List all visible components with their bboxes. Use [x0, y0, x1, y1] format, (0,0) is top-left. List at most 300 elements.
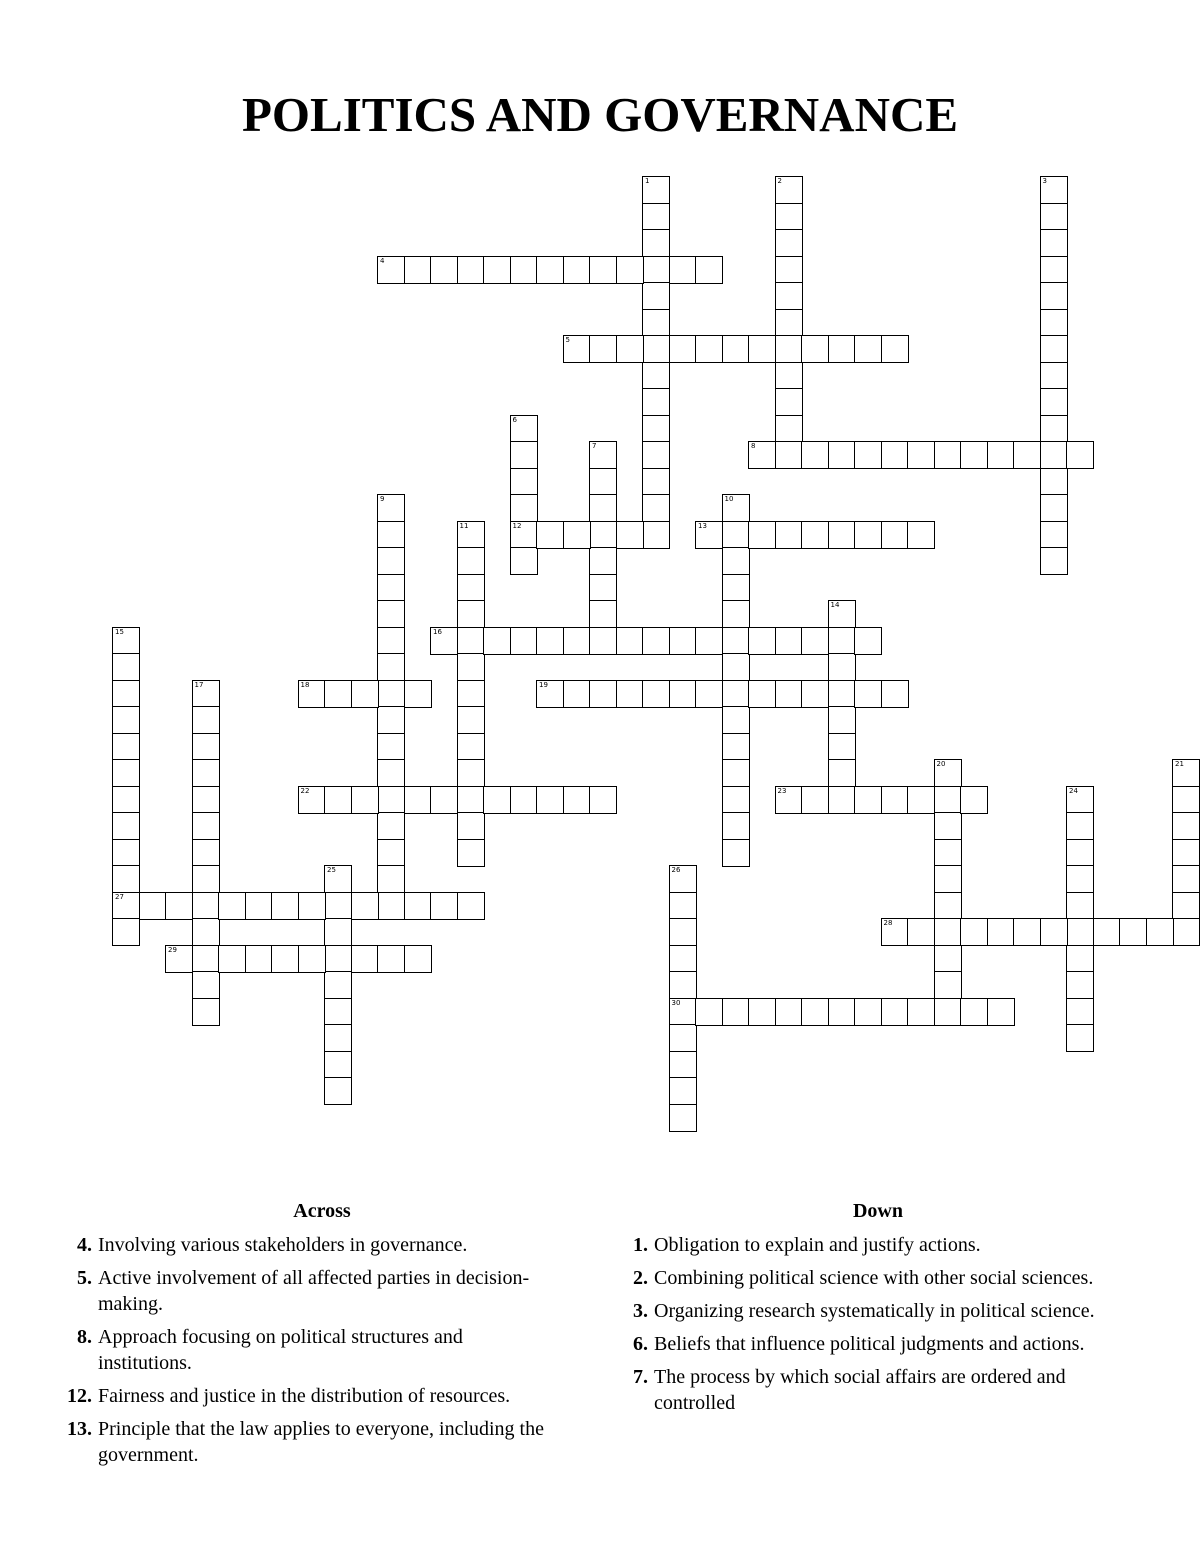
crossword-cell[interactable]: [1172, 918, 1200, 946]
crossword-cell[interactable]: [298, 945, 326, 973]
crossword-cell[interactable]: [1172, 839, 1200, 867]
crossword-cell[interactable]: [457, 256, 485, 284]
crossword-cell[interactable]: [669, 892, 697, 920]
crossword-cell[interactable]: [510, 547, 538, 575]
crossword-cell[interactable]: [536, 521, 564, 549]
crossword-cell[interactable]: [642, 362, 670, 390]
crossword-cell[interactable]: [1146, 918, 1174, 946]
crossword-cell[interactable]: [960, 441, 988, 469]
crossword-cell[interactable]: [722, 547, 750, 575]
crossword-cell[interactable]: [112, 653, 140, 681]
crossword-cell[interactable]: [722, 733, 750, 761]
crossword-cell[interactable]: [377, 680, 405, 708]
crossword-cell[interactable]: [775, 415, 803, 443]
crossword-cell[interactable]: [1172, 786, 1200, 814]
crossword-cell[interactable]: [165, 892, 193, 920]
crossword-cell[interactable]: [324, 998, 352, 1026]
crossword-cell[interactable]: [377, 733, 405, 761]
crossword-cell[interactable]: [775, 229, 803, 257]
crossword-cell[interactable]: [775, 176, 803, 204]
crossword-cell[interactable]: [404, 680, 432, 708]
crossword-cell[interactable]: [1040, 282, 1068, 310]
crossword-cell[interactable]: [563, 786, 591, 814]
crossword-cell[interactable]: [642, 176, 670, 204]
crossword-cell[interactable]: [642, 415, 670, 443]
crossword-cell[interactable]: [642, 229, 670, 257]
crossword-cell[interactable]: [695, 680, 723, 708]
crossword-cell[interactable]: [801, 998, 829, 1026]
crossword-cell[interactable]: [1040, 176, 1068, 204]
crossword-cell[interactable]: [324, 1077, 352, 1105]
crossword-cell[interactable]: [775, 203, 803, 231]
crossword-cell[interactable]: [377, 574, 405, 602]
crossword-cell[interactable]: [828, 706, 856, 734]
crossword-cell[interactable]: [828, 600, 856, 628]
crossword-cell[interactable]: [112, 706, 140, 734]
crossword-cell[interactable]: [722, 812, 750, 840]
crossword-cell[interactable]: [351, 945, 379, 973]
crossword-cell[interactable]: [881, 441, 909, 469]
crossword-cell[interactable]: [828, 441, 856, 469]
crossword-cell[interactable]: [669, 680, 697, 708]
crossword-cell[interactable]: [563, 521, 591, 549]
crossword-cell[interactable]: [192, 998, 220, 1026]
crossword-cell[interactable]: [510, 786, 538, 814]
crossword-cell[interactable]: [112, 627, 140, 655]
crossword-cell[interactable]: [563, 627, 591, 655]
crossword-cell[interactable]: [695, 521, 723, 549]
crossword-cell[interactable]: [377, 521, 405, 549]
crossword-cell[interactable]: [934, 971, 962, 999]
crossword-cell[interactable]: [642, 627, 670, 655]
crossword-cell[interactable]: [748, 441, 776, 469]
crossword-cell[interactable]: [430, 892, 458, 920]
crossword-cell[interactable]: [722, 706, 750, 734]
crossword-cell[interactable]: [854, 786, 882, 814]
crossword-cell[interactable]: [245, 892, 273, 920]
crossword-cell[interactable]: [351, 786, 379, 814]
crossword-cell[interactable]: [192, 918, 220, 946]
crossword-cell[interactable]: [642, 335, 670, 363]
crossword-cell[interactable]: [192, 865, 220, 893]
crossword-cell[interactable]: [377, 494, 405, 522]
crossword-cell[interactable]: [1119, 918, 1147, 946]
crossword-cell[interactable]: [377, 945, 405, 973]
crossword-cell[interactable]: [589, 521, 617, 549]
crossword-cell[interactable]: [722, 839, 750, 867]
crossword-cell[interactable]: [642, 388, 670, 416]
crossword-cell[interactable]: [881, 918, 909, 946]
crossword-cell[interactable]: [192, 839, 220, 867]
crossword-cell[interactable]: [1066, 892, 1094, 920]
crossword-cell[interactable]: [112, 786, 140, 814]
crossword-cell[interactable]: [457, 812, 485, 840]
crossword-cell[interactable]: [987, 998, 1015, 1026]
crossword-cell[interactable]: [695, 998, 723, 1026]
crossword-cell[interactable]: [669, 998, 697, 1026]
crossword-cell[interactable]: [748, 627, 776, 655]
crossword-cell[interactable]: [934, 945, 962, 973]
crossword-cell[interactable]: [165, 945, 193, 973]
crossword-cell[interactable]: [722, 680, 750, 708]
crossword-cell[interactable]: [536, 786, 564, 814]
crossword-cell[interactable]: [775, 335, 803, 363]
crossword-cell[interactable]: [642, 680, 670, 708]
crossword-cell[interactable]: [1172, 865, 1200, 893]
crossword-cell[interactable]: [324, 1051, 352, 1079]
crossword-cell[interactable]: [457, 786, 485, 814]
crossword-cell[interactable]: [960, 918, 988, 946]
crossword-cell[interactable]: [748, 335, 776, 363]
crossword-cell[interactable]: [775, 388, 803, 416]
crossword-cell[interactable]: [828, 653, 856, 681]
crossword-cell[interactable]: [695, 335, 723, 363]
crossword-cell[interactable]: [722, 759, 750, 787]
crossword-cell[interactable]: [1066, 839, 1094, 867]
crossword-cell[interactable]: [934, 839, 962, 867]
crossword-cell[interactable]: [139, 892, 167, 920]
crossword-cell[interactable]: [218, 892, 246, 920]
crossword-cell[interactable]: [616, 256, 644, 284]
crossword-cell[interactable]: [1066, 945, 1094, 973]
crossword-cell[interactable]: [192, 945, 220, 973]
crossword-cell[interactable]: [377, 600, 405, 628]
crossword-cell[interactable]: [536, 680, 564, 708]
crossword-cell[interactable]: [854, 680, 882, 708]
crossword-cell[interactable]: [934, 441, 962, 469]
crossword-cell[interactable]: [298, 786, 326, 814]
crossword-cell[interactable]: [828, 627, 856, 655]
crossword-cell[interactable]: [881, 335, 909, 363]
crossword-cell[interactable]: [377, 812, 405, 840]
crossword-cell[interactable]: [616, 335, 644, 363]
crossword-cell[interactable]: [112, 812, 140, 840]
crossword-cell[interactable]: [1040, 335, 1068, 363]
crossword-cell[interactable]: [563, 335, 591, 363]
crossword-cell[interactable]: [457, 680, 485, 708]
crossword-cell[interactable]: [457, 600, 485, 628]
crossword-cell[interactable]: [775, 282, 803, 310]
crossword-cell[interactable]: [854, 335, 882, 363]
crossword-cell[interactable]: [642, 468, 670, 496]
crossword-cell[interactable]: [881, 680, 909, 708]
crossword-cell[interactable]: [457, 521, 485, 549]
crossword-cell[interactable]: [801, 786, 829, 814]
crossword-cell[interactable]: [828, 759, 856, 787]
crossword-cell[interactable]: [457, 574, 485, 602]
crossword-cell[interactable]: [1066, 441, 1094, 469]
crossword-cell[interactable]: [589, 468, 617, 496]
crossword-cell[interactable]: [1066, 998, 1094, 1026]
crossword-cell[interactable]: [112, 918, 140, 946]
crossword-cell[interactable]: [775, 362, 803, 390]
crossword-cell[interactable]: [112, 733, 140, 761]
crossword-cell[interactable]: [775, 521, 803, 549]
crossword-cell[interactable]: [669, 1077, 697, 1105]
crossword-cell[interactable]: [828, 998, 856, 1026]
crossword-cell[interactable]: [1093, 918, 1121, 946]
crossword-cell[interactable]: [669, 627, 697, 655]
crossword-cell[interactable]: [192, 812, 220, 840]
crossword-cell[interactable]: [192, 892, 220, 920]
crossword-cell[interactable]: [1172, 759, 1200, 787]
crossword-cell[interactable]: [457, 839, 485, 867]
crossword-cell[interactable]: [881, 786, 909, 814]
crossword-cell[interactable]: [934, 812, 962, 840]
crossword-cell[interactable]: [112, 759, 140, 787]
crossword-cell[interactable]: [563, 680, 591, 708]
crossword-cell[interactable]: [854, 627, 882, 655]
crossword-cell[interactable]: [669, 1024, 697, 1052]
crossword-cell[interactable]: [854, 521, 882, 549]
crossword-cell[interactable]: [801, 680, 829, 708]
crossword-cell[interactable]: [1066, 786, 1094, 814]
crossword-cell[interactable]: [775, 256, 803, 284]
crossword-cell[interactable]: [801, 335, 829, 363]
crossword-cell[interactable]: [377, 839, 405, 867]
crossword-cell[interactable]: [457, 733, 485, 761]
crossword-cell[interactable]: [642, 309, 670, 337]
crossword-cell[interactable]: [536, 627, 564, 655]
crossword-cell[interactable]: [907, 521, 935, 549]
crossword-cell[interactable]: [934, 998, 962, 1026]
crossword-cell[interactable]: [457, 706, 485, 734]
crossword-cell[interactable]: [722, 627, 750, 655]
crossword-cell[interactable]: [854, 441, 882, 469]
crossword-cell[interactable]: [1040, 494, 1068, 522]
crossword-cell[interactable]: [1040, 229, 1068, 257]
crossword-cell[interactable]: [298, 680, 326, 708]
crossword-cell[interactable]: [1040, 309, 1068, 337]
crossword-cell[interactable]: [881, 521, 909, 549]
crossword-cell[interactable]: [1013, 918, 1041, 946]
crossword-cell[interactable]: [377, 759, 405, 787]
crossword-cell[interactable]: [695, 256, 723, 284]
crossword-cell[interactable]: [642, 494, 670, 522]
crossword-cell[interactable]: [324, 680, 352, 708]
crossword-cell[interactable]: [1040, 918, 1068, 946]
crossword-cell[interactable]: [775, 309, 803, 337]
crossword-cell[interactable]: [430, 256, 458, 284]
crossword-cell[interactable]: [801, 521, 829, 549]
crossword-cell[interactable]: [616, 521, 644, 549]
crossword-cell[interactable]: [404, 892, 432, 920]
crossword-cell[interactable]: [192, 759, 220, 787]
crossword-cell[interactable]: [589, 627, 617, 655]
crossword-cell[interactable]: [589, 600, 617, 628]
crossword-cell[interactable]: [642, 203, 670, 231]
crossword-cell[interactable]: [192, 786, 220, 814]
crossword-cell[interactable]: [324, 918, 352, 946]
crossword-cell[interactable]: [483, 627, 511, 655]
crossword-cell[interactable]: [775, 786, 803, 814]
crossword-cell[interactable]: [510, 627, 538, 655]
crossword-cell[interactable]: [642, 256, 670, 284]
crossword-cell[interactable]: [510, 256, 538, 284]
crossword-cell[interactable]: [324, 865, 352, 893]
crossword-cell[interactable]: [1066, 1024, 1094, 1052]
crossword-cell[interactable]: [377, 547, 405, 575]
crossword-cell[interactable]: [1066, 865, 1094, 893]
crossword-cell[interactable]: [828, 786, 856, 814]
crossword-cell[interactable]: [1040, 441, 1068, 469]
crossword-cell[interactable]: [112, 892, 140, 920]
crossword-cell[interactable]: [669, 256, 697, 284]
crossword-cell[interactable]: [934, 786, 962, 814]
crossword-cell[interactable]: [192, 706, 220, 734]
crossword-cell[interactable]: [377, 865, 405, 893]
crossword-cell[interactable]: [1040, 547, 1068, 575]
crossword-cell[interactable]: [404, 945, 432, 973]
crossword-cell[interactable]: [589, 335, 617, 363]
crossword-cell[interactable]: [430, 627, 458, 655]
crossword-cell[interactable]: [510, 494, 538, 522]
crossword-cell[interactable]: [271, 945, 299, 973]
crossword-cell[interactable]: [245, 945, 273, 973]
crossword-cell[interactable]: [669, 1051, 697, 1079]
crossword-cell[interactable]: [589, 494, 617, 522]
crossword-cell[interactable]: [775, 680, 803, 708]
crossword-cell[interactable]: [987, 918, 1015, 946]
crossword-cell[interactable]: [510, 468, 538, 496]
crossword-cell[interactable]: [510, 415, 538, 443]
crossword-cell[interactable]: [589, 547, 617, 575]
crossword-cell[interactable]: [377, 627, 405, 655]
crossword-cell[interactable]: [1013, 441, 1041, 469]
crossword-cell[interactable]: [377, 256, 405, 284]
crossword-cell[interactable]: [324, 1024, 352, 1052]
crossword-cell[interactable]: [351, 892, 379, 920]
crossword-cell[interactable]: [324, 892, 352, 920]
crossword-cell[interactable]: [192, 733, 220, 761]
crossword-cell[interactable]: [1040, 203, 1068, 231]
crossword-cell[interactable]: [457, 759, 485, 787]
crossword-cell[interactable]: [801, 627, 829, 655]
crossword-cell[interactable]: [377, 786, 405, 814]
crossword-cell[interactable]: [589, 256, 617, 284]
crossword-cell[interactable]: [934, 759, 962, 787]
crossword-cell[interactable]: [642, 441, 670, 469]
crossword-cell[interactable]: [748, 680, 776, 708]
crossword-cell[interactable]: [669, 865, 697, 893]
crossword-cell[interactable]: [722, 574, 750, 602]
crossword-cell[interactable]: [669, 945, 697, 973]
crossword-cell[interactable]: [483, 256, 511, 284]
crossword-cell[interactable]: [1040, 468, 1068, 496]
crossword-cell[interactable]: [351, 680, 379, 708]
crossword-cell[interactable]: [112, 680, 140, 708]
crossword-cell[interactable]: [828, 733, 856, 761]
crossword-cell[interactable]: [748, 521, 776, 549]
crossword-cell[interactable]: [960, 786, 988, 814]
crossword-cell[interactable]: [1172, 812, 1200, 840]
crossword-cell[interactable]: [457, 653, 485, 681]
crossword-cell[interactable]: [642, 521, 670, 549]
crossword-cell[interactable]: [642, 282, 670, 310]
crossword-cell[interactable]: [669, 1104, 697, 1132]
crossword-cell[interactable]: [192, 680, 220, 708]
crossword-cell[interactable]: [589, 574, 617, 602]
crossword-cell[interactable]: [722, 521, 750, 549]
crossword-cell[interactable]: [1040, 256, 1068, 284]
crossword-cell[interactable]: [1040, 388, 1068, 416]
crossword-cell[interactable]: [510, 521, 538, 549]
crossword-cell[interactable]: [801, 441, 829, 469]
crossword-cell[interactable]: [934, 892, 962, 920]
crossword-cell[interactable]: [589, 441, 617, 469]
crossword-cell[interactable]: [192, 971, 220, 999]
crossword-cell[interactable]: [881, 998, 909, 1026]
crossword-cell[interactable]: [775, 998, 803, 1026]
crossword-cell[interactable]: [510, 441, 538, 469]
crossword-cell[interactable]: [907, 918, 935, 946]
crossword-cell[interactable]: [669, 971, 697, 999]
crossword-cell[interactable]: [1066, 918, 1094, 946]
crossword-cell[interactable]: [828, 680, 856, 708]
crossword-cell[interactable]: [457, 547, 485, 575]
crossword-cell[interactable]: [934, 918, 962, 946]
crossword-cell[interactable]: [616, 680, 644, 708]
crossword-cell[interactable]: [324, 786, 352, 814]
crossword-cell[interactable]: [563, 256, 591, 284]
crossword-cell[interactable]: [722, 494, 750, 522]
crossword-cell[interactable]: [775, 441, 803, 469]
crossword-cell[interactable]: [722, 335, 750, 363]
crossword-cell[interactable]: [907, 786, 935, 814]
crossword-cell[interactable]: [854, 998, 882, 1026]
crossword-cell[interactable]: [722, 600, 750, 628]
crossword-cell[interactable]: [1172, 892, 1200, 920]
crossword-cell[interactable]: [430, 786, 458, 814]
crossword-cell[interactable]: [298, 892, 326, 920]
crossword-cell[interactable]: [377, 892, 405, 920]
crossword-cell[interactable]: [775, 627, 803, 655]
crossword-cell[interactable]: [404, 786, 432, 814]
crossword-cell[interactable]: [457, 627, 485, 655]
crossword-cell[interactable]: [1040, 415, 1068, 443]
crossword-cell[interactable]: [324, 945, 352, 973]
crossword-cell[interactable]: [457, 892, 485, 920]
crossword-cell[interactable]: [589, 680, 617, 708]
crossword-cell[interactable]: [1066, 971, 1094, 999]
crossword-cell[interactable]: [907, 441, 935, 469]
crossword-cell[interactable]: [669, 335, 697, 363]
crossword-cell[interactable]: [828, 335, 856, 363]
crossword-cell[interactable]: [589, 786, 617, 814]
crossword-cell[interactable]: [987, 441, 1015, 469]
crossword-cell[interactable]: [324, 971, 352, 999]
crossword-cell[interactable]: [907, 998, 935, 1026]
crossword-cell[interactable]: [483, 786, 511, 814]
crossword-cell[interactable]: [960, 998, 988, 1026]
crossword-cell[interactable]: [271, 892, 299, 920]
crossword-cell[interactable]: [1040, 521, 1068, 549]
crossword-cell[interactable]: [616, 627, 644, 655]
crossword-cell[interactable]: [722, 653, 750, 681]
crossword-cell[interactable]: [695, 627, 723, 655]
crossword-cell[interactable]: [404, 256, 432, 284]
crossword-cell[interactable]: [722, 998, 750, 1026]
crossword-cell[interactable]: [218, 945, 246, 973]
crossword-cell[interactable]: [112, 839, 140, 867]
crossword-cell[interactable]: [377, 653, 405, 681]
crossword-cell[interactable]: [748, 998, 776, 1026]
crossword-cell[interactable]: [1066, 812, 1094, 840]
crossword-cell[interactable]: [828, 521, 856, 549]
crossword-cell[interactable]: [377, 706, 405, 734]
crossword-cell[interactable]: [1040, 362, 1068, 390]
crossword-cell[interactable]: [722, 786, 750, 814]
